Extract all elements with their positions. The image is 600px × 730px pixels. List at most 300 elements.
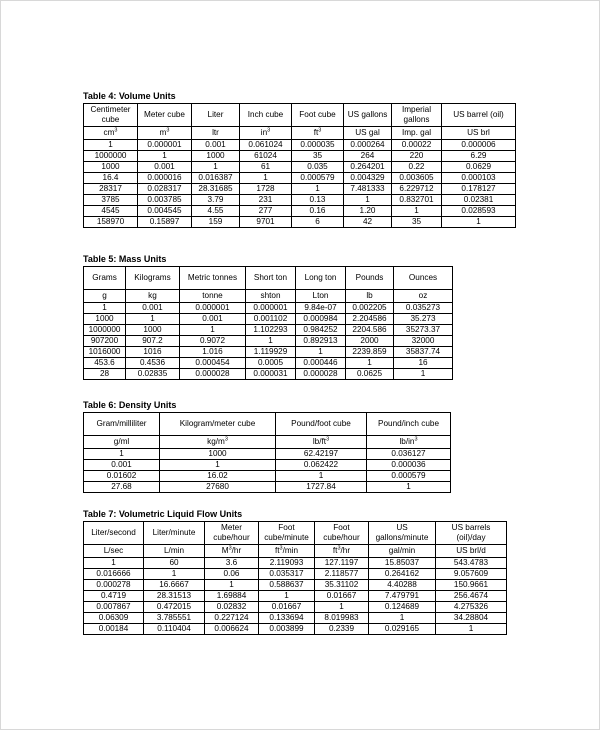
column-header-long-ton: Long ton	[296, 267, 346, 290]
column-header-inch-cube: Inch cube	[240, 104, 292, 127]
table-cell: 1.016	[180, 347, 246, 358]
table-cell: 28317	[84, 184, 138, 195]
table-cell: 0.15897	[138, 217, 192, 228]
table-cell: 0.832701	[392, 195, 442, 206]
table-cell: 0.000035	[292, 140, 344, 151]
unit-base: L/min	[163, 546, 185, 556]
unit-label: shton	[246, 290, 296, 303]
table-cell: 1	[138, 151, 192, 162]
table-cell: 0.06309	[84, 613, 144, 624]
table-cell: 0.13	[292, 195, 344, 206]
flow-table-title: Table 7: Volumetric Liquid Flow Units	[83, 509, 243, 519]
table-cell: 61	[240, 162, 292, 173]
table-cell: 0.000028	[180, 369, 246, 380]
table-cell: 0.001	[138, 162, 192, 173]
table-row	[84, 303, 453, 314]
table-row	[84, 369, 453, 380]
table-cell: 8.019983	[315, 613, 369, 624]
table-cell: 1	[442, 217, 516, 228]
unit-label	[369, 545, 436, 558]
table-cell: 28	[84, 369, 126, 380]
table-cell: 1	[292, 184, 344, 195]
density-unit-row	[84, 436, 451, 449]
table-cell: 4.40288	[369, 580, 436, 591]
table-cell: 1	[315, 602, 369, 613]
table-cell: 0.984252	[296, 325, 346, 336]
table-row	[84, 449, 451, 460]
table-cell: 277	[240, 206, 292, 217]
table-cell: 0.0629	[442, 162, 516, 173]
column-header-pound-foot-cube: Pound/foot cube	[276, 413, 367, 436]
table-cell: 1	[436, 624, 507, 635]
column-header-pound-inch-cube: Pound/inch cube	[367, 413, 451, 436]
table-cell: 907200	[84, 336, 126, 347]
table-cell: 0.000579	[367, 471, 451, 482]
table-row	[84, 347, 453, 358]
volume-table-title: Table 4: Volume Units	[83, 91, 176, 101]
table-cell: 1.20	[344, 206, 392, 217]
table-row	[84, 460, 451, 471]
table-cell: 1000000	[84, 151, 138, 162]
unit-label: kg	[126, 290, 180, 303]
table-cell: 0.001	[180, 314, 246, 325]
unit-exponent: 3	[267, 127, 271, 134]
table-cell: 0.00184	[84, 624, 144, 635]
table-cell: 1	[259, 591, 315, 602]
column-header-pounds: Pounds	[346, 267, 394, 290]
table-cell: 3785	[84, 195, 138, 206]
column-header-short-ton: Short ton	[246, 267, 296, 290]
table-cell: 0.035273	[394, 303, 453, 314]
unit-label	[160, 436, 276, 449]
table-cell: 1	[392, 206, 442, 217]
unit-label: tonne	[180, 290, 246, 303]
unit-exponent: 3	[166, 127, 170, 134]
table-cell: 16.02	[160, 471, 276, 482]
unit-label	[144, 545, 205, 558]
table-cell: 2204.586	[346, 325, 394, 336]
unit-label	[442, 127, 516, 140]
table-cell: 1	[346, 358, 394, 369]
table-cell: 0.472015	[144, 602, 205, 613]
unit-base: ft	[313, 128, 319, 138]
table-cell: 7.481333	[344, 184, 392, 195]
table-cell: 28.31513	[144, 591, 205, 602]
column-header-imperial-gallons: Imperial gallons	[392, 104, 442, 127]
table-cell: 0.2339	[315, 624, 369, 635]
table-cell: 0.0625	[346, 369, 394, 380]
table-cell: 1727.84	[276, 482, 367, 493]
table-cell: 1.119929	[246, 347, 296, 358]
table-cell: 0.264162	[369, 569, 436, 580]
table-cell: 0.264201	[344, 162, 392, 173]
mass-table-title: Table 5: Mass Units	[83, 254, 167, 264]
unit-label	[138, 127, 192, 140]
table-row	[84, 482, 451, 493]
table-cell: 0.133694	[259, 613, 315, 624]
unit-base: g/ml	[113, 437, 130, 447]
unit-suffix: /hr	[231, 546, 242, 556]
table-cell: 0.02381	[442, 195, 516, 206]
column-header-foot-cube: Foot cube	[292, 104, 344, 127]
table-row	[84, 569, 507, 580]
unit-base: kg/m	[207, 437, 225, 447]
table-cell: 0.892913	[296, 336, 346, 347]
table-cell: 0.061024	[240, 140, 292, 151]
table-cell: 1	[369, 613, 436, 624]
table-cell: 0.227124	[205, 613, 259, 624]
unit-label	[240, 127, 292, 140]
table-row	[84, 613, 507, 624]
table-cell: 34.28804	[436, 613, 507, 624]
unit-base: Imp. gal	[401, 128, 432, 138]
column-header-gram-milliliter: Gram/milliliter	[84, 413, 160, 436]
unit-label	[344, 127, 392, 140]
table-cell: 0.000264	[344, 140, 392, 151]
table-cell: 0.178127	[442, 184, 516, 195]
table-cell: 0.000579	[292, 173, 344, 184]
unit-base: lb/ft	[312, 437, 327, 447]
table-cell: 3.6	[205, 558, 259, 569]
table-cell: 0.000031	[246, 369, 296, 380]
table-cell: 6.29	[442, 151, 516, 162]
table-cell: 27680	[160, 482, 276, 493]
table-cell: 0.02832	[205, 602, 259, 613]
table-cell: 1000	[192, 151, 240, 162]
table-row	[84, 184, 516, 195]
unit-base: lb/in	[399, 437, 415, 447]
table-cell: 0.000006	[442, 140, 516, 151]
table-cell: 6.229712	[392, 184, 442, 195]
table-cell: 264	[344, 151, 392, 162]
table-cell: 1	[144, 569, 205, 580]
density-units-table	[83, 412, 451, 493]
column-header-foot-cube-hour: Foot cube/hour	[315, 522, 369, 545]
table-cell: 9.057609	[436, 569, 507, 580]
table-cell: 16.4	[84, 173, 138, 184]
unit-suffix: /min	[282, 546, 299, 556]
column-header-centimeter-cube: Centimeter cube	[84, 104, 138, 127]
table-row	[84, 602, 507, 613]
density-header-row	[84, 413, 451, 436]
column-header-kilograms: Kilograms	[126, 267, 180, 290]
table-cell: 1	[367, 482, 451, 493]
density-units-section	[83, 400, 451, 493]
table-cell: 907.2	[126, 336, 180, 347]
unit-exponent: 3	[414, 436, 418, 443]
table-cell: 0.588637	[259, 580, 315, 591]
column-header-kilogram-meter-cube: Kilogram/meter cube	[160, 413, 276, 436]
table-cell: 0.01667	[259, 602, 315, 613]
table-cell: 0.003605	[392, 173, 442, 184]
table-cell: 2000	[346, 336, 394, 347]
table-cell: 0.004329	[344, 173, 392, 184]
column-header-meter-cube: Meter cube	[138, 104, 192, 127]
table-cell: 1	[205, 580, 259, 591]
unit-label	[367, 436, 451, 449]
unit-label: oz	[394, 290, 453, 303]
unit-base: US gal	[355, 128, 380, 138]
table-cell: 0.001102	[246, 314, 296, 325]
table-cell: 35.31102	[315, 580, 369, 591]
table-cell: 0.01667	[315, 591, 369, 602]
table-cell: 0.000454	[180, 358, 246, 369]
table-cell: 0.0005	[246, 358, 296, 369]
table-row	[84, 558, 507, 569]
table-cell: 0.006624	[205, 624, 259, 635]
table-cell: 1	[394, 369, 453, 380]
table-cell: 0.001	[84, 460, 160, 471]
unit-suffix: /hr	[340, 546, 351, 556]
table-cell: 0.000103	[442, 173, 516, 184]
table-cell: 0.000001	[138, 140, 192, 151]
table-cell: 543.4783	[436, 558, 507, 569]
flow-unit-row	[84, 545, 507, 558]
table-cell: 1	[192, 162, 240, 173]
table-cell: 16.6667	[144, 580, 205, 591]
table-cell: 9701	[240, 217, 292, 228]
volume-unit-row	[84, 127, 516, 140]
unit-exponent: 3	[114, 127, 118, 134]
table-cell: 1	[180, 325, 246, 336]
table-cell: 27.68	[84, 482, 160, 493]
table-cell: 0.01602	[84, 471, 160, 482]
table-cell: 4.55	[192, 206, 240, 217]
table-cell: 0.003899	[259, 624, 315, 635]
unit-base: M	[221, 546, 229, 556]
table-cell: 159	[192, 217, 240, 228]
table-cell: 6	[292, 217, 344, 228]
unit-label	[315, 545, 369, 558]
table-cell: 2.118577	[315, 569, 369, 580]
table-cell: 0.028593	[442, 206, 516, 217]
unit-label	[84, 436, 160, 449]
table-cell: 0.036127	[367, 449, 451, 460]
table-cell: 35837.74	[394, 347, 453, 358]
unit-exponent: 3	[326, 436, 330, 443]
unit-base: ft	[332, 546, 338, 556]
table-cell: 1728	[240, 184, 292, 195]
table-cell: 32000	[394, 336, 453, 347]
unit-base: gal/min	[388, 546, 416, 556]
unit-label	[205, 545, 259, 558]
table-cell: 1	[296, 347, 346, 358]
mass-unit-row	[84, 290, 453, 303]
table-cell: 0.02835	[126, 369, 180, 380]
table-cell: 453.6	[84, 358, 126, 369]
flow-units-table	[83, 521, 507, 635]
column-header-meter-cube-hour: Meter cube/hour	[205, 522, 259, 545]
column-header-grams: Grams	[84, 267, 126, 290]
table-cell: 1016	[126, 347, 180, 358]
table-cell: 0.035317	[259, 569, 315, 580]
flow-header-row	[84, 522, 507, 545]
table-row	[84, 624, 507, 635]
unit-base: m	[159, 128, 167, 138]
unit-exponent: 3	[318, 127, 322, 134]
unit-label: Lton	[296, 290, 346, 303]
table-cell: 0.007867	[84, 602, 144, 613]
table-cell: 0.001	[192, 140, 240, 151]
table-cell: 2.119093	[259, 558, 315, 569]
table-row	[84, 162, 516, 173]
table-row	[84, 217, 516, 228]
table-cell: 0.06	[205, 569, 259, 580]
table-row	[84, 195, 516, 206]
table-cell: 1.69884	[205, 591, 259, 602]
table-cell: 60	[144, 558, 205, 569]
table-row	[84, 140, 516, 151]
table-row	[84, 206, 516, 217]
table-cell: 1	[160, 460, 276, 471]
table-cell: 1016000	[84, 347, 126, 358]
table-cell: 35273.37	[394, 325, 453, 336]
table-row	[84, 471, 451, 482]
table-cell: 0.000001	[246, 303, 296, 314]
table-cell: 0.22	[392, 162, 442, 173]
table-cell: 0.001	[126, 303, 180, 314]
table-cell: 35	[392, 217, 442, 228]
table-cell: 0.062422	[276, 460, 367, 471]
table-row	[84, 336, 453, 347]
unit-label: lb	[346, 290, 394, 303]
table-cell: 127.1197	[315, 558, 369, 569]
column-header-foot-cube-minute: Foot cube/minute	[259, 522, 315, 545]
table-cell: 0.000984	[296, 314, 346, 325]
unit-label	[84, 127, 138, 140]
table-cell: 0.000001	[180, 303, 246, 314]
unit-label	[259, 545, 315, 558]
table-cell: 42	[344, 217, 392, 228]
table-cell: 0.016387	[192, 173, 240, 184]
table-cell: 1	[126, 314, 180, 325]
unit-label	[276, 436, 367, 449]
table-cell: 150.9661	[436, 580, 507, 591]
table-cell: 2239.859	[346, 347, 394, 358]
table-cell: 0.004545	[138, 206, 192, 217]
flow-units-section	[83, 509, 507, 635]
table-cell: 9.84e-07	[296, 303, 346, 314]
column-header-us-gallons-minute: US gallons/minute	[369, 522, 436, 545]
table-cell: 1000000	[84, 325, 126, 336]
unit-label	[292, 127, 344, 140]
table-cell: 1000	[84, 314, 126, 325]
table-row	[84, 314, 453, 325]
table-cell: 1	[84, 449, 160, 460]
table-cell: 0.9072	[180, 336, 246, 347]
table-cell: 0.028317	[138, 184, 192, 195]
table-cell: 158970	[84, 217, 138, 228]
table-row	[84, 325, 453, 336]
table-cell: 0.000036	[367, 460, 451, 471]
unit-label	[436, 545, 507, 558]
table-cell: 1	[84, 558, 144, 569]
table-cell: 1	[344, 195, 392, 206]
table-cell: 7.479791	[369, 591, 436, 602]
table-cell: 0.000446	[296, 358, 346, 369]
unit-base: L/sec	[103, 546, 124, 556]
table-cell: 1	[246, 336, 296, 347]
table-cell: 35.273	[394, 314, 453, 325]
table-cell: 0.000016	[138, 173, 192, 184]
table-cell: 3.79	[192, 195, 240, 206]
table-cell: 3.785551	[144, 613, 205, 624]
table-cell: 62.42197	[276, 449, 367, 460]
volume-units-section	[83, 91, 516, 228]
unit-label	[84, 545, 144, 558]
table-row	[84, 580, 507, 591]
unit-base: cm	[103, 128, 115, 138]
column-header-metric-tonnes: Metric tonnes	[180, 267, 246, 290]
column-header-ounces: Ounces	[394, 267, 453, 290]
unit-label: g	[84, 290, 126, 303]
column-header-us-barrel-oil: US barrel (oil)	[442, 104, 516, 127]
column-header-us-gallons: US gallons	[344, 104, 392, 127]
unit-exponent: 3	[279, 545, 283, 552]
table-cell: 0.000028	[296, 369, 346, 380]
unit-label	[392, 127, 442, 140]
mass-units-table	[83, 266, 453, 380]
column-header-liter: Liter	[192, 104, 240, 127]
table-cell: 28.31685	[192, 184, 240, 195]
table-cell: 61024	[240, 151, 292, 162]
volume-units-table	[83, 103, 516, 228]
unit-base: US brl	[467, 128, 490, 138]
table-cell: 0.016666	[84, 569, 144, 580]
table-cell: 16	[394, 358, 453, 369]
table-cell: 1000	[126, 325, 180, 336]
table-cell: 0.16	[292, 206, 344, 217]
table-cell: 35	[292, 151, 344, 162]
unit-base: US brl/d	[456, 546, 486, 556]
table-cell: 1	[276, 471, 367, 482]
mass-header-row	[84, 267, 453, 290]
unit-exponent: 3	[224, 436, 228, 443]
column-header-liter-minute: Liter/minute	[144, 522, 205, 545]
table-cell: 1000	[160, 449, 276, 460]
table-cell: 4.275326	[436, 602, 507, 613]
density-table-title: Table 6: Density Units	[83, 400, 177, 410]
table-cell: 0.124689	[369, 602, 436, 613]
mass-units-section	[83, 254, 453, 380]
table-cell: 231	[240, 195, 292, 206]
table-cell: 0.4719	[84, 591, 144, 602]
table-cell: 0.035	[292, 162, 344, 173]
table-row	[84, 173, 516, 184]
table-cell: 1	[84, 140, 138, 151]
table-cell: 4545	[84, 206, 138, 217]
unit-base: ft	[274, 546, 280, 556]
table-cell: 256.4674	[436, 591, 507, 602]
unit-exponent: 3	[337, 545, 341, 552]
table-row	[84, 151, 516, 162]
table-cell: 0.110404	[144, 624, 205, 635]
table-cell: 1	[240, 173, 292, 184]
table-cell: 0.00022	[392, 140, 442, 151]
volume-header-row	[84, 104, 516, 127]
table-cell: 1	[84, 303, 126, 314]
table-cell: 0.003785	[138, 195, 192, 206]
unit-exponent: 3	[228, 545, 232, 552]
table-cell: 2.204586	[346, 314, 394, 325]
unit-label	[192, 127, 240, 140]
table-cell: 1000	[84, 162, 138, 173]
column-header-us-barrels-oil-day: US barrels (oil)/day	[436, 522, 507, 545]
table-cell: 220	[392, 151, 442, 162]
table-cell: 0.4536	[126, 358, 180, 369]
unit-base: in	[260, 128, 268, 138]
table-row	[84, 591, 507, 602]
